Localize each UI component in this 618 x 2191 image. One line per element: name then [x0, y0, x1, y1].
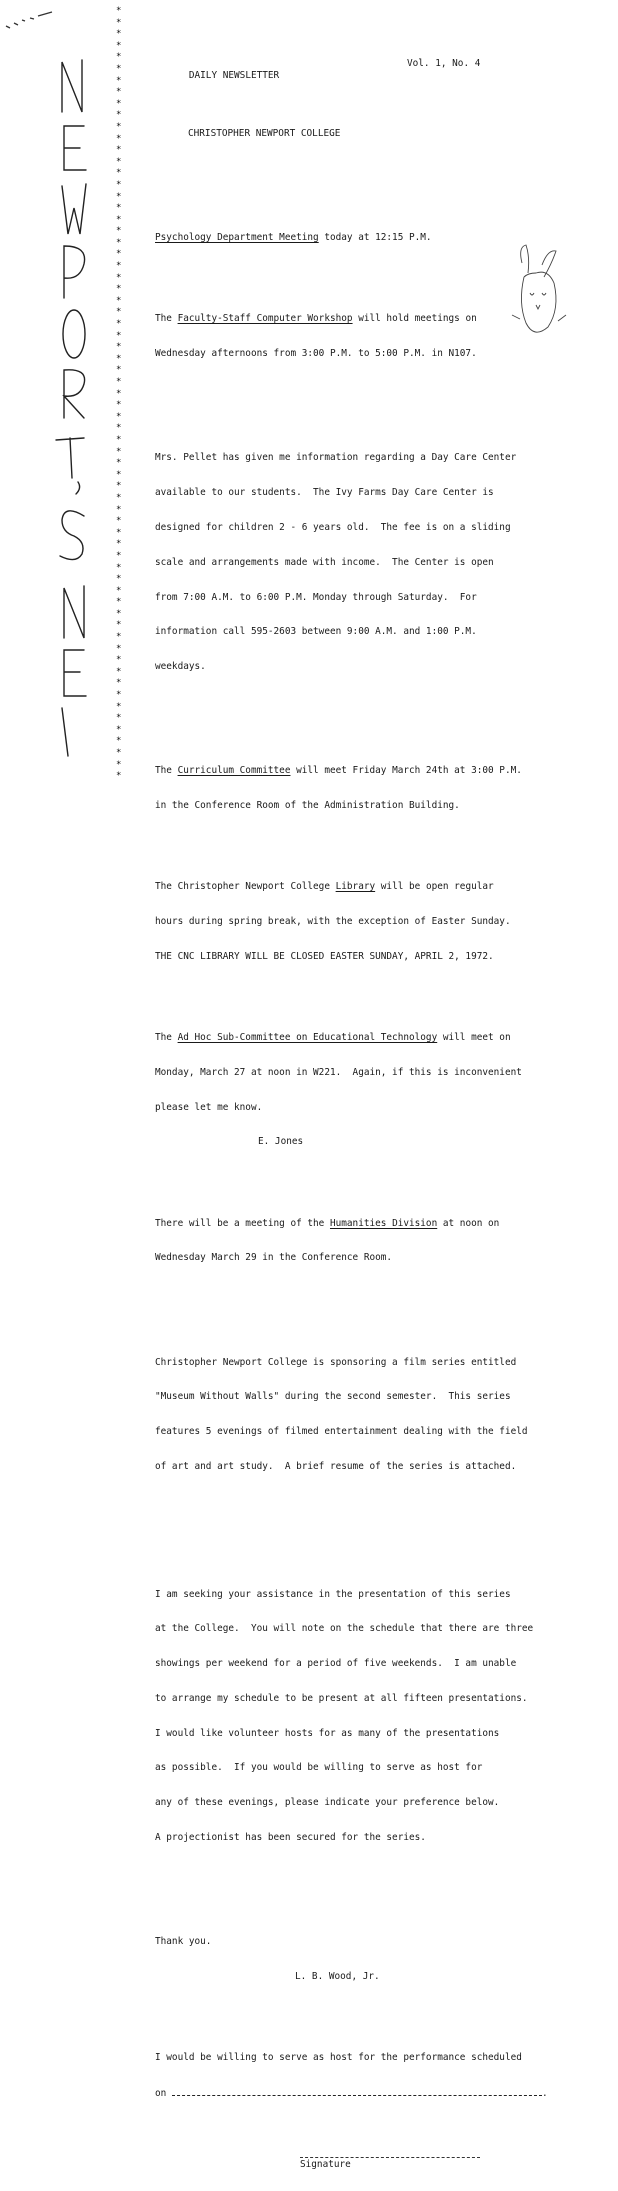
assistance-item: I am seeking your assistance in the presentation of this series at the College. You will note on the schedule that there are three showings per weekend for a period of five weekends. I am unable to arrange my schedule to be present at all fifteen presentations. I would like volunteer hosts for as many of the presentations as possible. If you would be willing to serve as host for any of these evenings, please indicate your preference below. A projectionist has been secured for the series.	[155, 1588, 534, 1844]
humanities-item-line: Wednesday March 29 in the Conference Room.	[155, 1252, 393, 1264]
library-item: The Christopher Newport College Library will be open regular	[155, 881, 494, 893]
host-form-text: I would be willing to serve as host for the performance scheduled	[155, 2052, 522, 2064]
adhoc-item-line: Monday, March 27 at noon in W221. Again, if this is inconvenient	[155, 1066, 522, 1078]
host-form-row: on .	[155, 2088, 548, 2100]
psych-item: Psychology Department Meeting today at 12:15 P.M.	[155, 232, 432, 244]
signature-field[interactable]: Signature	[300, 2157, 480, 2171]
newsletter-title: DAILY NEWSLETTER	[188, 69, 280, 81]
asterisk-border: * * * * * * * * * * * * * * * * * * * * * * * * * * * * * * * * * * * * * * * * * * * * * * * * * * * * * * * * * * * * * * * * * * *	[116, 6, 122, 782]
signer-wood: L. B. Wood, Jr.	[295, 1971, 380, 1983]
date-blank-field[interactable]	[172, 2087, 542, 2096]
college-name: CHRISTOPHER NEWPORT COLLEGE	[188, 127, 341, 139]
faculty-item-line: Wednesday afternoons from 3:00 P.M. to 5:00 P.M. in N107.	[155, 348, 477, 360]
adhoc-signer: E. Jones	[258, 1136, 304, 1148]
film-series-item: Christopher Newport College is sponsoring a film series entitled "Museum Without Walls" during the second semester. This series features 5 evenings of filmed entertainment dealing with the field of art and art study. A brief resume of the series is attached.	[155, 1356, 528, 1473]
volume-number: Vol. 1, No. 4	[407, 58, 481, 70]
signature-row	[155, 2157, 595, 2169]
curriculum-item: The Curriculum Committee will meet Friday March 24th at 3:00 P.M.	[155, 765, 522, 777]
newsletter-body	[155, 35, 595, 2191]
humanities-item: There will be a meeting of the Humanities Division at noon on	[155, 1217, 500, 1229]
thank-you: Thank you.	[155, 1936, 212, 1948]
curriculum-item-line: in the Conference Room of the Administration Building.	[155, 800, 460, 812]
faculty-item: The Faculty-Staff Computer Workshop will hold meetings on	[155, 313, 477, 325]
daycare-item: Mrs. Pellet has given me information regarding a Day Care Center available to our students. The Ivy Farms Day Care Center is designed for children 2 - 6 years old. The fee is on a sliding scale and arrangements made with income. The Center is open from 7:00 A.M. to 6:00 P.M. Monday through Saturday. For information call 595-2603 between 9:00 A.M. and 1:00 P.M. weekdays.	[155, 452, 517, 673]
library-item-line: hours during spring break, with the exception of Easter Sunday.	[155, 916, 511, 928]
handwritten-margin-title	[50, 58, 110, 758]
scribble-mark-icon	[4, 6, 56, 38]
adhoc-item: The Ad Hoc Sub-Committee on Educational Technology will meet on	[155, 1032, 511, 1044]
adhoc-item-line: please let me know.	[155, 1101, 263, 1113]
library-closed-notice: THE CNC LIBRARY WILL BE CLOSED EASTER SUNDAY, APRIL 2, 1972.	[155, 950, 494, 962]
